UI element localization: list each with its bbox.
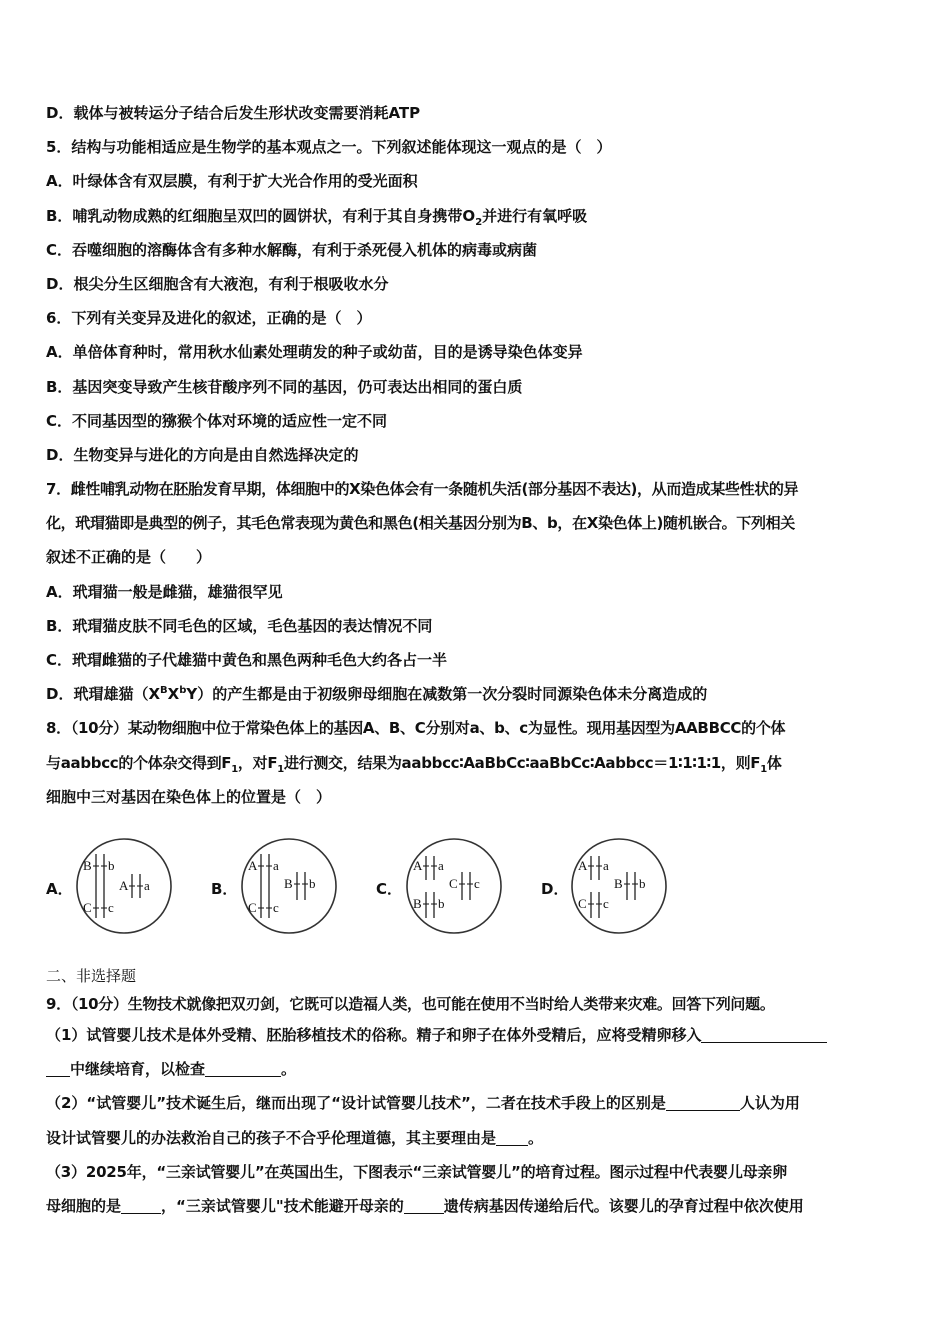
q6-option-b: B．基因突变导致产生核苷酸序列不同的基因，仍可表达出相同的蛋白质 xyxy=(46,377,523,396)
q5-option-d: D．根尖分生区细胞含有大液泡，有利于根吸收水分 xyxy=(46,274,389,293)
gene-label: C xyxy=(449,875,458,891)
exam-page xyxy=(46,96,908,1223)
q7-option-d: D．玳瑁雄猫$(X^BX^bY)$的产生都是由于初级卵母细胞在减数第一次分裂时同源染色体未分离造成的 xyxy=(46,685,708,704)
q8-diagram-c xyxy=(376,836,536,946)
q7-stem-line1: 7．雌性哺乳动物在胚胎发育早期，体细胞中的X染色体会有一条随机失活(部分基因不表达)，从而造成某些性状的异 xyxy=(46,480,799,499)
blank-1a[interactable] xyxy=(701,1024,827,1043)
q7-option-b: B．玳瑁猫皮肤不同毛色的区域，毛色基因的表达情况不同 xyxy=(46,616,433,635)
q9-stem: 9．（10分）生物技术就像把双刃剑，它既可以造福人类，也可能在使用不当时给人类带来灾难。回答下列问题。 xyxy=(46,994,775,1013)
q8-diagram-b xyxy=(211,836,371,946)
gene-label: c xyxy=(108,899,114,915)
gene-label: C xyxy=(83,899,92,915)
q8-stem-line2: 与aabbcc的个体杂交得到$F_1$，对$F_1$进行测交，结果为aabbcc∶AaBbCc∶aaBbCc∶Aabbcc＝1∶1∶1∶1，则$F_1$体 xyxy=(46,753,782,775)
gene-label: b xyxy=(108,857,115,873)
q8-stem-line1: 8．（10分）某动物细胞中位于常染色体上的基因A、B、C分别对a、b、c为显性。现用基因型为AABBCC的个体 xyxy=(46,719,786,738)
gene-label: A xyxy=(248,857,258,873)
gene-label: B xyxy=(83,857,92,873)
gene-label: C xyxy=(248,899,257,915)
cell-diagram-a xyxy=(74,836,174,936)
blank-1b[interactable] xyxy=(46,1058,70,1077)
blank-5[interactable] xyxy=(121,1195,161,1214)
gene-label: C xyxy=(578,895,587,911)
cell-diagram-c xyxy=(404,836,504,936)
gene-label: c xyxy=(474,875,480,891)
gene-label: A xyxy=(119,877,129,893)
gene-label: A xyxy=(413,857,423,873)
blank-2[interactable] xyxy=(205,1058,281,1077)
q6-option-a: A．单倍体育种时，常用秋水仙素处理萌发的种子或幼苗，目的是诱导染色体变异 xyxy=(46,343,583,362)
q5-option-b: B．哺乳动物成熟的红细胞呈双凹的圆饼状，有利于其自身携带$O_2$并进行有氧呼吸 xyxy=(46,206,588,228)
q6-option-d: D．生物变异与进化的方向是由自然选择决定的 xyxy=(46,445,359,464)
blank-3[interactable] xyxy=(666,1092,740,1111)
gene-label: a xyxy=(273,857,279,873)
cell-diagram-d xyxy=(569,836,669,936)
diagram-b-label: B． xyxy=(211,879,238,898)
gene-label: b xyxy=(438,895,445,911)
blank-6[interactable] xyxy=(404,1195,444,1214)
q7-option-c: C．玳瑁雌猫的子代雄猫中黄色和黑色两种毛色大约各占一半 xyxy=(46,651,448,669)
q9-part2-line2: 设计试管婴儿的办法救治自己的孩子不合乎伦理道德，其主要理由是 。 xyxy=(46,1128,544,1147)
q7-stem-line2: 化，玳瑁猫即是典型的例子，其毛色常表现为黄色和黑色(相关基因分别为B、b，在X染色体上)随机嵌合。下列相关 xyxy=(46,514,795,533)
gene-label: B xyxy=(614,875,623,891)
q5-option-a: A．叶绿体含有双层膜，有利于扩大光合作用的受光面积 xyxy=(46,172,418,191)
q8-diagram-a xyxy=(46,836,206,946)
q8-diagram-options xyxy=(46,814,908,962)
diagram-d-label: D． xyxy=(541,879,569,898)
gene-label: c xyxy=(273,899,279,915)
diagram-c-label: C． xyxy=(376,879,403,898)
q6-option-c: C．不同基因型的猕猴个体对环境的适应性一定不同 xyxy=(46,411,388,430)
gene-label: a xyxy=(144,877,150,893)
gene-label: b xyxy=(309,875,316,891)
section-heading: 二、非选择题 xyxy=(46,966,137,985)
q8-diagram-d xyxy=(541,836,701,946)
gene-label: B xyxy=(413,895,422,911)
q5-stem: 5．结构与功能相适应是生物学的基本观点之一。下列叙述能体现这一观点的是（ ） xyxy=(46,138,612,157)
q4-option-d: D．载体与被转运分子结合后发生形状改变需要消耗ATP xyxy=(46,104,421,122)
gene-label: a xyxy=(603,857,609,873)
cell-diagram-b xyxy=(239,836,339,936)
q7-stem-line3: 叙述不正确的是（ ） xyxy=(46,548,212,567)
q9-part2-line1: （2）“试管婴儿”技术诞生后，继而出现了“设计试管婴儿技术”，二者在技术手段上的区别是 人认为用 xyxy=(46,1094,800,1113)
blank-4[interactable] xyxy=(496,1127,528,1146)
q7-option-a: A．玳瑁猫一般是雌猫，雄猫很罕见 xyxy=(46,582,283,601)
gene-label: A xyxy=(578,857,588,873)
q9-part3-line2: 母细胞的是 ，“三亲试管婴儿"技术能避开母亲的 遗传病基因传递给后代。该婴儿的孕育过程中依次使用 xyxy=(46,1196,804,1215)
q5-option-c: C．吞噬细胞的溶酶体含有多种水解酶，有利于杀死侵入机体的病毒或病菌 xyxy=(46,240,538,259)
diagram-a-label: A． xyxy=(46,879,73,898)
q6-stem: 6．下列有关变异及进化的叙述，正确的是（ ） xyxy=(46,309,372,328)
gene-label: b xyxy=(639,875,646,891)
q9-part3-line1: （3）2025年，“三亲试管婴儿”在英国出生，下图表示“三亲试管婴儿”的培育过程。图示过程中代表婴儿母亲卵 xyxy=(46,1162,788,1181)
q9-part1-line2: 中继续培育，以检查 。 xyxy=(46,1052,908,1086)
gene-label: B xyxy=(284,875,293,891)
gene-label: a xyxy=(438,857,444,873)
q9-part1-line1: （1）试管婴儿技术是体外受精、胚胎移植技术的俗称。精子和卵子在体外受精后，应将受精卵移入 xyxy=(46,1018,908,1052)
gene-label: c xyxy=(603,895,609,911)
q8-stem-line3: 细胞中三对基因在染色体上的位置是（ ） xyxy=(46,787,332,806)
